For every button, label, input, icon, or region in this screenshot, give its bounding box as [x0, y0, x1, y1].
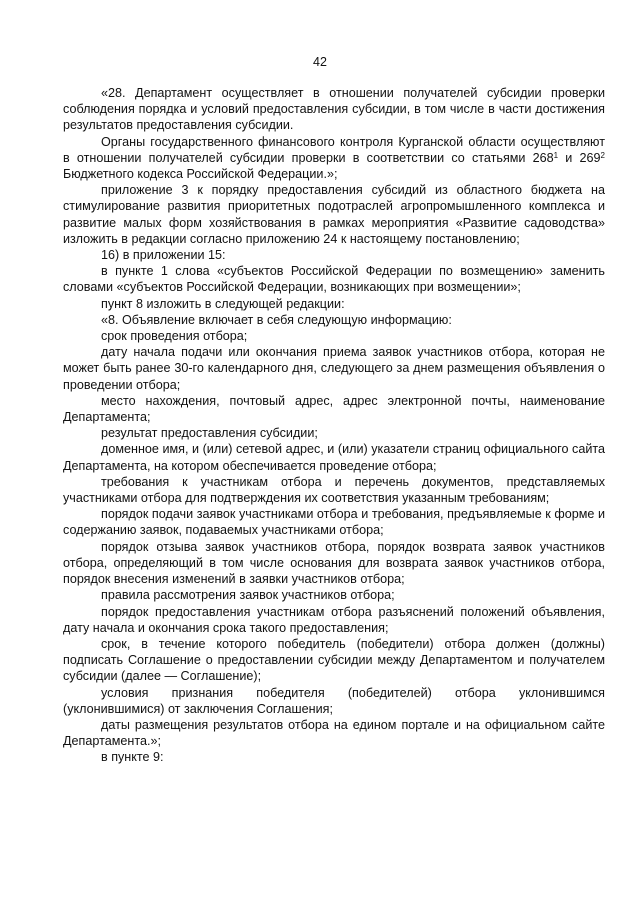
paragraph: порядок подачи заявок участниками отбора и требования, предъявляемые к форме и содержанию заявок, подаваемых участниками отбора; [63, 507, 605, 538]
paragraph: условия признания победителя (победителей) отбора уклонившимся (уклонившимися) от заключения Соглашения; [63, 685, 605, 716]
document-body [63, 85, 605, 766]
paragraph: срок, в течение которого победитель (победители) отбора должен (должны) подписать Соглашение о предоставлении субсидии между Департаментом и получателем субсидии (далее — Соглашение); [63, 636, 605, 684]
paragraph: место нахождения, почтовый адрес, адрес электронной почты, наименование Департамента; [63, 393, 605, 425]
paragraph: 16) в приложении 15: [101, 248, 226, 263]
paragraph: срок проведения отбора; [101, 329, 248, 344]
paragraph: правила рассмотрения заявок участников отбора; [101, 588, 395, 603]
paragraph: даты размещения результатов отбора на едином портале и на официальном сайте Департамента.»; [63, 717, 605, 749]
paragraph: требования к участникам отбора и перечень документов, представляемых участниками отбора для подтверждения их соответствия указанным требованиям; [63, 474, 605, 506]
paragraph: порядок предоставления участникам отбора разъяснений положений объявления, дату начала и окончания срока такого предоставления; [63, 604, 605, 635]
paragraph-text-part: Органы государственного финансового контроля Курганской области осуществляют в отношении получателей субсидии проверки в соответствии со статьями 268 [63, 134, 605, 165]
paragraph: результат предоставления субсидии; [101, 426, 318, 441]
paragraph: дату начала подачи или окончания приема заявок участников отбора, которая не может быть ранее 30-го календарного дня, следующего за днем размещения объявления о проведении отбора; [63, 345, 605, 392]
paragraph: доменное имя, и (или) сетевой адрес, и (или) указатели страниц официального сайта Департамента, на котором обеспечивается проведение отбора; [63, 442, 605, 473]
paragraph: «8. Объявление включает в себя следующую информацию: [101, 312, 452, 327]
paragraph-with-article-references [63, 134, 605, 183]
paragraph: приложение 3 к порядку предоставления субсидий из областного бюджета на стимулирование развития приоритетных подотраслей агропромышленного комплекса и развитие малых форм хозяйствования в рамках мероприятия «Развитие садоводства» изложить в редакции согласно приложению 24 к настоящему постановлению; [63, 183, 605, 246]
paragraph: в пункте 1 слова «субъектов Российской Федерации по возмещению» заменить словами «субъектов Российской Федерации, возникающих при возмещении»; [63, 264, 605, 295]
paragraph-text-part: и 269 [558, 150, 601, 165]
paragraph-text-part: Бюджетного кодекса Российской Федерации.»; [63, 167, 338, 182]
superscript-index: 2 [600, 150, 605, 160]
superscript-index: 1 [553, 150, 559, 160]
paragraph: пункт 8 изложить в следующей редакции: [101, 296, 345, 311]
paragraph: в пункте 9: [101, 750, 164, 765]
paragraph: порядок отзыва заявок участников отбора, порядок возврата заявок участников отбора, определяющий в том числе основания для возврата заявок участников отбора, порядок внесения изменений в заявки участников отбора; [63, 539, 605, 587]
page-number: 42 [313, 55, 327, 69]
paragraph: «28. Департамент осуществляет в отношении получателей субсидии проверки соблюдения порядка и условий предоставления субсидии, в том числе в части достижения результатов предоставления субсидии. [63, 86, 605, 133]
